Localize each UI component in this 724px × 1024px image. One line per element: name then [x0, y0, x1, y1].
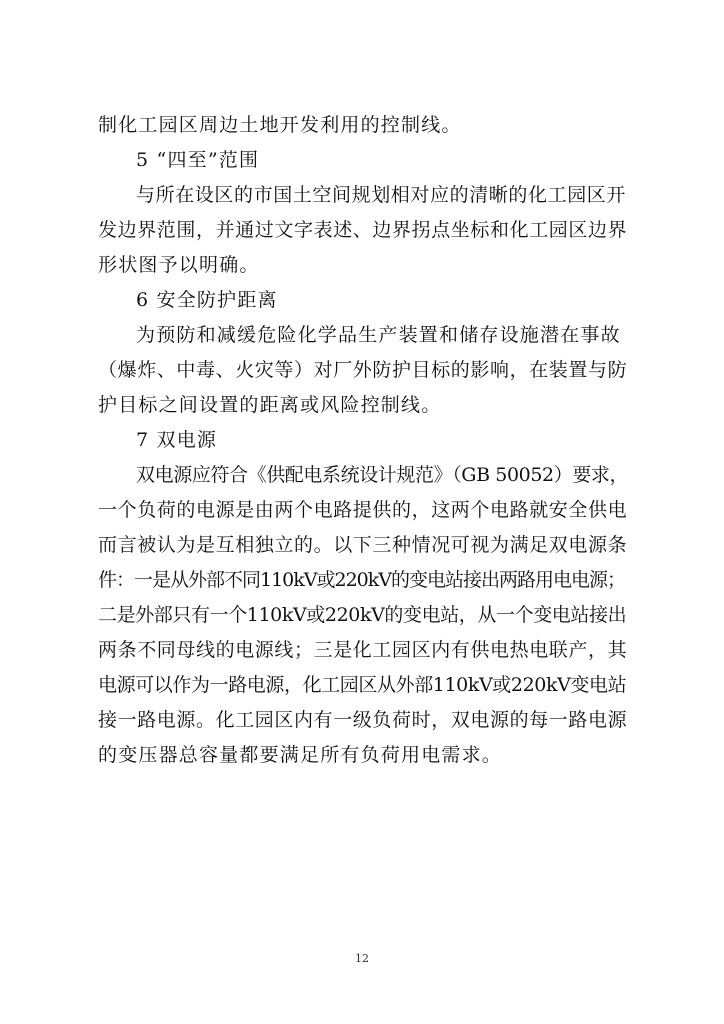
- page-number: 12: [355, 952, 369, 965]
- text-line: 二是外部只有一个110kV或220kV的变电站，从一个变电站接出: [98, 604, 627, 626]
- text-line: 发边界范围，并通过文字表述、边界拐点坐标和化工园区边界: [98, 219, 628, 241]
- text-line: 接一路电源。化工园区内有一级负荷时，双电源的每一路电源: [98, 709, 628, 731]
- section-heading-6: 6 安全防护距离: [136, 289, 278, 311]
- section-heading-7: 7 双电源: [136, 429, 218, 451]
- text-line: 的变压器总容量都要满足所有负荷用电需求。: [98, 744, 503, 766]
- text-line: 一个负荷的电源是由两个电路提供的，这两个电路就安全供电: [98, 499, 628, 521]
- section-heading-5: 5 “四至”范围: [136, 149, 260, 171]
- text-line: （爆炸、中毒、火灾等）对厂外防护目标的影响，在装置与防: [98, 359, 628, 381]
- text-line: 制化工园区周边土地开发利用的控制线。: [98, 114, 462, 136]
- text-line: 而言被认为是互相独立的。以下三种情况可视为满足双电源条: [98, 534, 628, 556]
- text-line: 形状图予以明确。: [98, 254, 260, 276]
- text-line: 与所在设区的市国土空间规划相对应的清晰的化工园区开: [136, 184, 627, 206]
- text-line: 护目标之间设置的距离或风险控制线。: [98, 394, 442, 416]
- text-line: 为预防和减缓危险化学品生产装置和储存设施潜在事故: [136, 324, 621, 346]
- text-line: 电源可以作为一路电源，化工园区从外部110kV或220kV变电站: [98, 674, 627, 696]
- text-line: 双电源应符合《供配电系统设计规范》（GB 50052）要求，: [136, 464, 629, 486]
- text-line: 件：一是从外部不同110kV或220kV的变电站接出两路用电电源；: [98, 569, 626, 591]
- text-line: 两条不同母线的电源线；三是化工园区内有供电热电联产，其: [98, 639, 628, 661]
